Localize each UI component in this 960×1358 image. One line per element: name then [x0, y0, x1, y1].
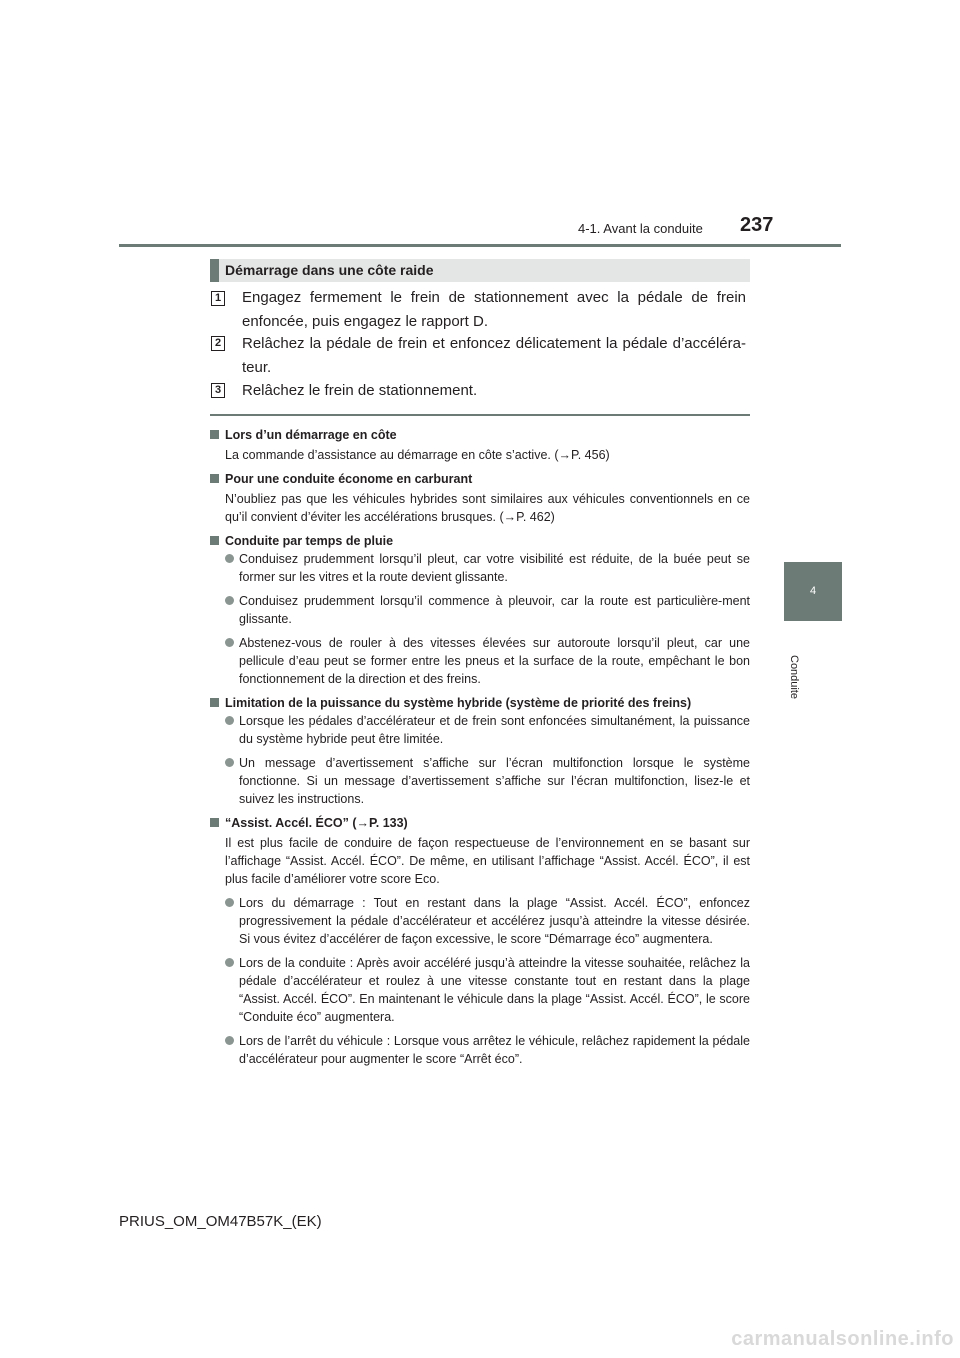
note-body: La commande d’assistance au démarrage en côte s’active. (→P. 456) [225, 448, 610, 462]
section-divider [210, 414, 750, 416]
note-title: Conduite par temps de pluie [210, 532, 750, 550]
note-eco-assist [210, 814, 750, 1068]
step-number-3: 3 [211, 383, 225, 398]
bullet-icon [225, 898, 234, 907]
header-section-title: 4-1. Avant la conduite [578, 221, 703, 236]
note-hill-start [210, 426, 750, 464]
note-title: Limitation de la puissance du système hybride (système de priorité des freins) [210, 694, 750, 712]
bullet-icon [225, 716, 234, 725]
note-rain-driving [210, 532, 750, 688]
header-divider [119, 244, 841, 247]
bullet-icon [225, 638, 234, 647]
list-item: Lors de l’arrêt du véhicule : Lorsque vous arrêtez le véhicule, relâchez rapidement la pédale d’accélérateur pour augmenter le score “Arrêt éco”. [225, 1032, 750, 1068]
step-number-2: 2 [211, 336, 225, 351]
footer-doc-code: PRIUS_OM_OM47B57K_(EK) [119, 1213, 322, 1230]
step-number-1: 1 [211, 291, 225, 306]
note-title: “Assist. Accél. ÉCO” (→P. 133) [210, 814, 750, 832]
list-item: Lorsque les pédales d’accélérateur et de frein sont enfoncées simultanément, la puissance du système hybride peut être limitée. [225, 712, 750, 748]
list-item: Lors de la conduite : Après avoir accéléré jusqu’à atteindre la vitesse souhaitée, relâchez la pédale d’accélérateur et roulez à une vitesse constante tout en restant dans la plage “Assist. Accél. ÉCO”. En maintenant le véhicule dans la plage “Assist. Accél. ÉCO”, le score “Conduite éco” augmentera. [225, 954, 750, 1026]
page-number: 237 [740, 214, 774, 236]
watermark: carmanualsonline.info [731, 1328, 954, 1350]
note-body: Il est plus facile de conduire de façon respectueuse de l’environnement en se basant sur l’affichage “Assist. Accél. ÉCO”. De même, en utilisant l’affichage “Assist. Accél. ÉCO”, il est plus facile d’améliorer votre score Eco. [225, 836, 750, 886]
bullet-icon [225, 596, 234, 605]
bullet-icon [225, 1036, 234, 1045]
note-fuel-economy [210, 470, 750, 526]
step-text-3: Relâchez le frein de stationnement. [242, 382, 478, 399]
bullet-icon [225, 758, 234, 767]
step-text-2: Relâchez la pédale de frein et enfoncez délicatement la pédale d’accéléra-teur. [242, 335, 746, 376]
note-title: Lors d’un démarrage en côte [210, 426, 750, 444]
chapter-label: Conduite [788, 655, 800, 700]
note-title: Pour une conduite économe en carburant [210, 470, 750, 488]
note-hybrid-power-limit [210, 694, 750, 808]
bullet-icon [225, 958, 234, 967]
list-item: Abstenez-vous de rouler à des vitesses élevées sur autoroute lorsqu’il pleut, car une pellicule d’eau peut se former entre les pneus et la surface de la route, empêchant le bon fonctionnement de la direction et des freins. [225, 634, 750, 688]
step-text-1: Engagez fermement le frein de stationnement avec la pédale de frein enfoncée, puis engagez le rapport D. [242, 289, 746, 330]
bullet-icon [225, 554, 234, 563]
chapter-tab: 4 [784, 562, 842, 621]
list-item: Conduisez prudemment lorsqu’il pleut, car votre visibilité est réduite, de la buée peut se former sur les vitres et la route devient glissante. [225, 550, 750, 586]
note-body: N’oubliez pas que les véhicules hybrides sont similaires aux véhicules conventionnels en ce qu’il convient d’éviter les accélérations brusques. (→P. 462) [225, 492, 750, 524]
list-item: Un message d’avertissement s’affiche sur l’écran multifonction lorsque le système fonctionne. Si un message d’avertissement s’affiche sur l’écran multifonction, lisez-le et suivez les instructions. [225, 754, 750, 808]
list-item: Lors du démarrage : Tout en restant dans la plage “Assist. Accél. ÉCO”, enfoncez progressivement la pédale d’accélérateur et accélérez jusqu’à atteindre la vitesse désirée. Si vous évitez d’accélérer de façon excessive, le score “Démarrage éco” augmentera. [225, 894, 750, 948]
notes-section [210, 426, 750, 1074]
list-item: Conduisez prudemment lorsqu’il commence à pleuvoir, car la route est particulière-ment glissante. [225, 592, 750, 628]
section-heading: Démarrage dans une côte raide [210, 259, 750, 282]
